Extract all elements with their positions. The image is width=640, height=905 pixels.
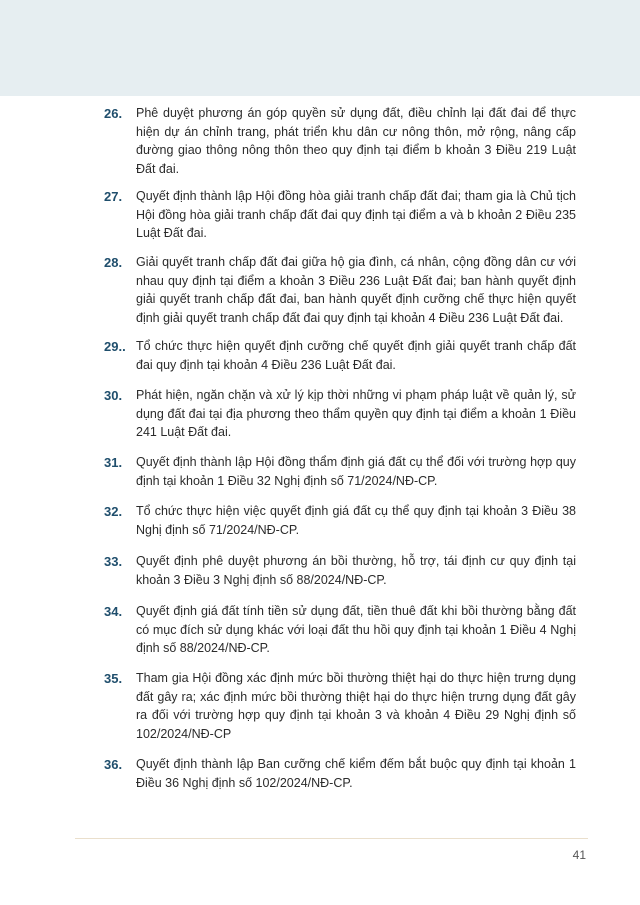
footer-divider (75, 838, 588, 839)
item-text: Quyết định phê duyệt phương án bồi thường, hỗ trợ, tái định cư quy định tại khoản 3 Điều 3 Nghị định số 88/2024/NĐ-CP. (136, 554, 576, 587)
item-text: Quyết định thành lập Ban cưỡng chế kiểm đếm bắt buộc quy định tại khoản 1 Điều 36 Nghị định số 102/2024/NĐ-CP. (136, 757, 576, 790)
item-number: 34. (104, 604, 123, 619)
item-text: Phát hiện, ngăn chặn và xử lý kịp thời những vi phạm pháp luật về quản lý, sử dụng đất đai tại địa phương theo thẩm quyền quy định tại điểm a khoản 1 Điều 241 Luật Đất đai. (136, 388, 576, 439)
item-number: 32. (104, 504, 123, 519)
item-text: Tổ chức thực hiện việc quyết định giá đất cụ thể quy định tại khoản 3 Điều 38 Nghị định số 71/2024/NĐ-CP. (136, 504, 576, 537)
item-number: 29.. (104, 339, 126, 354)
item-text: Phê duyệt phương án góp quyền sử dụng đất, điều chỉnh lại đất đai để thực hiện dự án chỉnh trang, phát triển khu dân cư nông thôn, mở rộng, nâng cấp đường giao thông nông thôn theo quy định tại điểm b khoản 3 Điều 219 Luật Đất đai. (136, 106, 576, 176)
item-number: 28. (104, 255, 123, 270)
item-text: Quyết định thành lập Hội đồng hòa giải tranh chấp đất đai; tham gia là Chủ tịch Hội đồng hòa giải tranh chấp đất đai quy định tại điểm a và b khoản 2 Điều 235 Luật Đất đai. (136, 189, 576, 240)
item-text: Quyết định giá đất tính tiền sử dụng đất, tiền thuê đất khi bồi thường bằng đất có mục đích sử dụng khác với loại đất thu hồi quy định tại khoản 1 Điều 4 Nghị định số 88/2024/NĐ-CP. (136, 604, 576, 655)
item-number: 35. (104, 671, 123, 686)
item-number: 30. (104, 388, 123, 403)
item-text: Tổ chức thực hiện quyết định cưỡng chế quyết định giải quyết tranh chấp đất đai quy định tại khoản 4 Điều 236 Luật Đất đai. (136, 339, 576, 372)
item-number: 26. (104, 106, 123, 121)
item-text: Tham gia Hội đồng xác định mức bồi thường thiệt hại do thực hiện trưng dụng đất gây ra; xác định mức bồi thường thiệt hại do thực hiện trưng dụng đất gây ra đối với trường hợp quy định tại khoản 3 và khoản 4 Điều 29 Nghị định số 102/2024/NĐ-CP (136, 671, 576, 741)
page-number: 41 (572, 848, 586, 862)
item-number: 27. (104, 189, 123, 204)
item-number: 33. (104, 554, 123, 569)
item-number: 31. (104, 455, 123, 470)
item-number: 36. (104, 757, 123, 772)
item-text: Quyết định thành lập Hội đồng thẩm định giá đất cụ thể đối với trường hợp quy định tại khoản 1 Điều 32 Nghị định số 71/2024/NĐ-CP. (136, 455, 576, 488)
item-text: Giải quyết tranh chấp đất đai giữa hộ gia đình, cá nhân, cộng đồng dân cư với nhau quy định tại điểm a khoản 3 Điều 236 Luật Đất đai; ban hành quyết định giải quyết tranh chấp đất đai, ban hành quyết định cưỡng chế thực hiện quyết định giải quyết tranh chấp đất đai quy định tại khoản 4 Điều 236 Luật Đất đai. (136, 255, 576, 325)
